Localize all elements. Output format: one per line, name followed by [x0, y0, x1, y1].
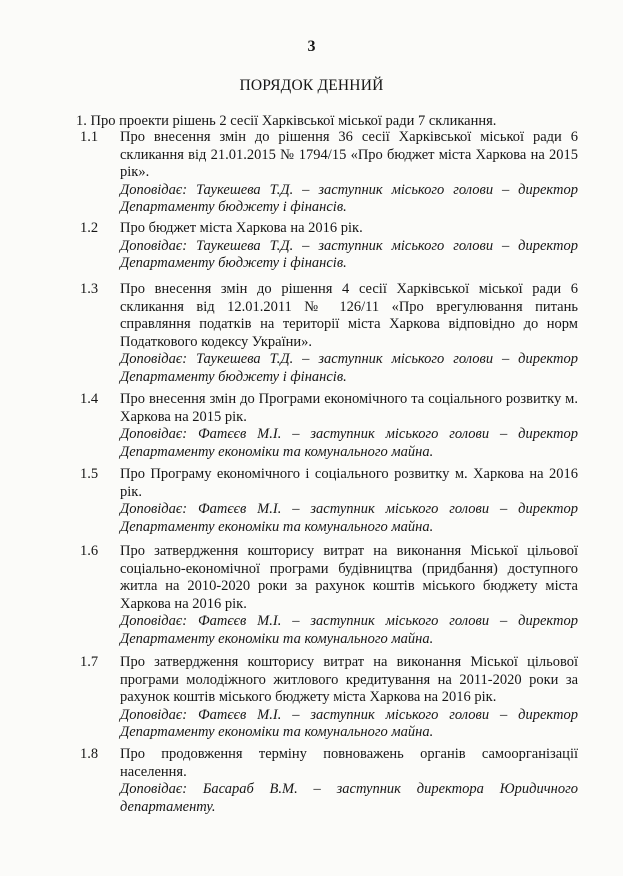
agenda-item-1-2 — [80, 220, 580, 273]
item-number: 1.2 — [80, 220, 99, 236]
agenda-item-1-8 — [80, 746, 580, 816]
item-speaker: Доповідає: Таукешева Т.Д. – заступник міського голови – директор Департаменту бюджету і фінансів. — [120, 351, 578, 385]
item-number: 1.3 — [80, 281, 99, 297]
item-speaker: Доповідає: Фатєєв М.І. – заступник міського голови – директор Департаменту економіки та комунального майна. — [120, 706, 578, 741]
item-text: Про затвердження кошторису витрат на виконання Міської цільової програми молодіжного житлового кредитування на 2011-2020 роки за рахунок коштів міського бюджету міста Харкова на 2016 рік. — [120, 654, 578, 706]
section-heading: 1. Про проекти рішень 2 сесії Харківської міської ради 7 скликання. — [76, 113, 497, 129]
agenda-item-1-6 — [80, 543, 580, 649]
agenda-item-1-7 — [80, 654, 580, 742]
item-text: Про бюджет міста Харкова на 2016 рік. — [120, 220, 363, 236]
item-number: 1.6 — [80, 543, 99, 559]
item-text: Про внесення змін до рішення 36 сесії Харківської міської ради 6 скликання від 21.01.2015 № 1794/15 «Про бюджет міста Харкова на 2015 рік». — [120, 129, 578, 181]
agenda-item-1-3 — [80, 281, 580, 387]
item-text: Про затвердження кошторису витрат на виконання Міської цільової соціально-економічної програми будівництва (придбання) доступного житла на 2010-2020 роки за рахунок коштів міського бюджету міста Харкова на 2016 рік. — [120, 543, 578, 612]
page-title: ПОРЯДОК ДЕННИЙ — [239, 77, 384, 94]
item-number: 1.7 — [80, 654, 99, 670]
item-number: 1.1 — [80, 129, 99, 145]
item-number: 1.4 — [80, 391, 99, 407]
agenda-item-1-5 — [80, 466, 580, 536]
item-text: Про внесення змін до Програми економічного та соціального розвитку м. Харкова на 2015 рік. — [120, 391, 578, 425]
page-number: 3 — [307, 38, 316, 55]
item-speaker: Доповідає: Фатєєв М.І. – заступник міського голови – директор Департаменту економіки та комунального майна. — [120, 426, 578, 460]
item-text: Про продовження терміну повноважень органів самоорганізації населення. — [120, 746, 578, 780]
item-number: 1.5 — [80, 466, 99, 482]
item-text: Про внесення змін до рішення 4 сесії Харківської міської ради 6 скликання від 12.01.2011 № 126/11 «Про врегулювання питань справляння податків на території міста Харкова відповідно до норм Податкового кодексу України». — [120, 281, 578, 350]
item-speaker: Доповідає: Таукешева Т.Д. – заступник міського голови – директор Департаменту бюджету і фінансів. — [120, 237, 578, 272]
agenda-item-1-4 — [80, 391, 580, 461]
item-speaker: Доповідає: Фатєєв М.І. – заступник міського голови – директор Департаменту економіки та комунального майна. — [120, 501, 578, 535]
item-speaker: Доповідає: Басараб В.М. – заступник директора Юридичного департаменту. — [120, 781, 578, 815]
item-speaker: Доповідає: Таукешева Т.Д. – заступник міського голови – директор Департаменту бюджету і фінансів. — [120, 181, 578, 216]
item-number: 1.8 — [80, 746, 99, 762]
item-speaker: Доповідає: Фатєєв М.І. – заступник міського голови – директор Департаменту економіки та комунального майна. — [120, 613, 578, 647]
item-text: Про Програму економічного і соціального розвитку м. Харкова на 2016 рік. — [120, 466, 578, 500]
agenda-item-1-1 — [80, 129, 580, 217]
